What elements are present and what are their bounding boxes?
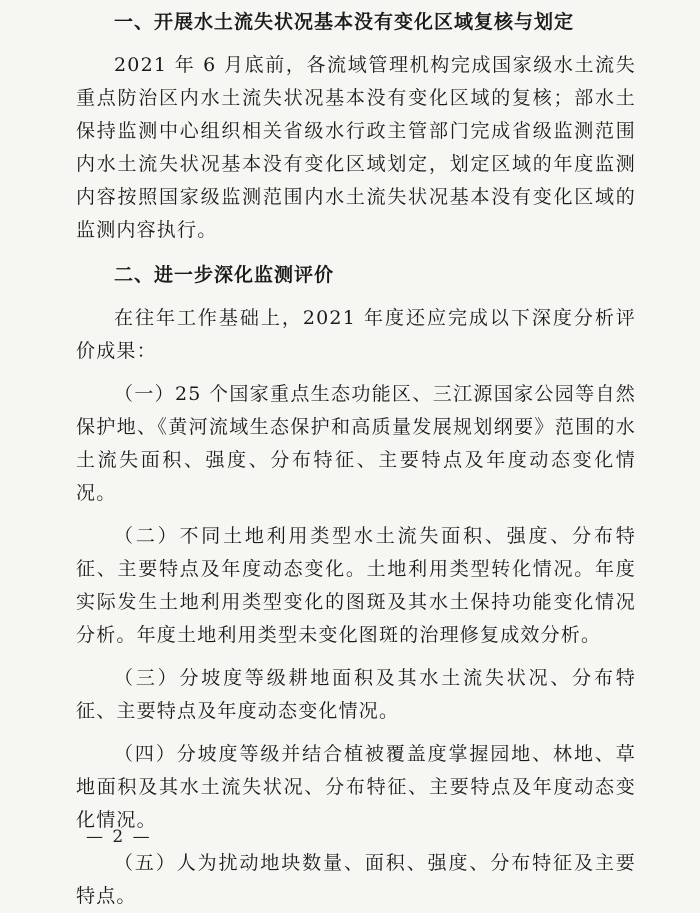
section-1-paragraph: 2021 年 6 月底前，各流域管理机构完成国家级水土流失重点防治区内水土流失状况基本没有变化区域的复核；部水土保持监测中心组织相关省级水行政主管部门完成省级监测范围内水土流失状况基本没有变化区域划定，划定区域的年度监测内容按照国家级监测范围内水土流失状况基本没有变化区域的监测内容执行。 [76,54,636,241]
section-2-intro: 在往年工作基础上，2021 年度还应完成以下深度分析评价成果： [76,307,636,362]
list-item-4: （四）分坡度等级并结合植被覆盖度掌握园地、林地、草地面积及其水土流失状况、分布特征、主要特点及年度动态变化情况。 [76,743,636,831]
list-item-1: （一）25 个国家重点生态功能区、三江源国家公园等自然保护地、《黄河流域生态保护和高质量发展规划纲要》范围的水土流失面积、强度、分布特征、主要特点及年度动态变化情况。 [76,383,636,504]
section-heading-2: 二、进一步深化监测评价 [114,264,335,286]
list-item-2: （二）不同土地利用类型水土流失面积、强度、分布特征、主要特点及年度动态变化。土地利用类型转化情况。年度实际发生土地利用类型变化的图斑及其水土保持功能变化情况分析。年度土地利用类型未变化图斑的治理修复成效分析。 [76,525,636,646]
list-item-5: （五）人为扰动地块数量、面积、强度、分布特征及主要特点。 [76,852,636,907]
list-item-3: （三）分坡度等级耕地面积及其水土流失状况、分布特征、主要特点及年度动态变化情况。 [76,667,636,722]
page-number: — 2 — [86,827,152,847]
section-heading-1: 一、开展水土流失状况基本没有变化区域复核与划定 [114,11,575,33]
document-body [76,6,636,913]
